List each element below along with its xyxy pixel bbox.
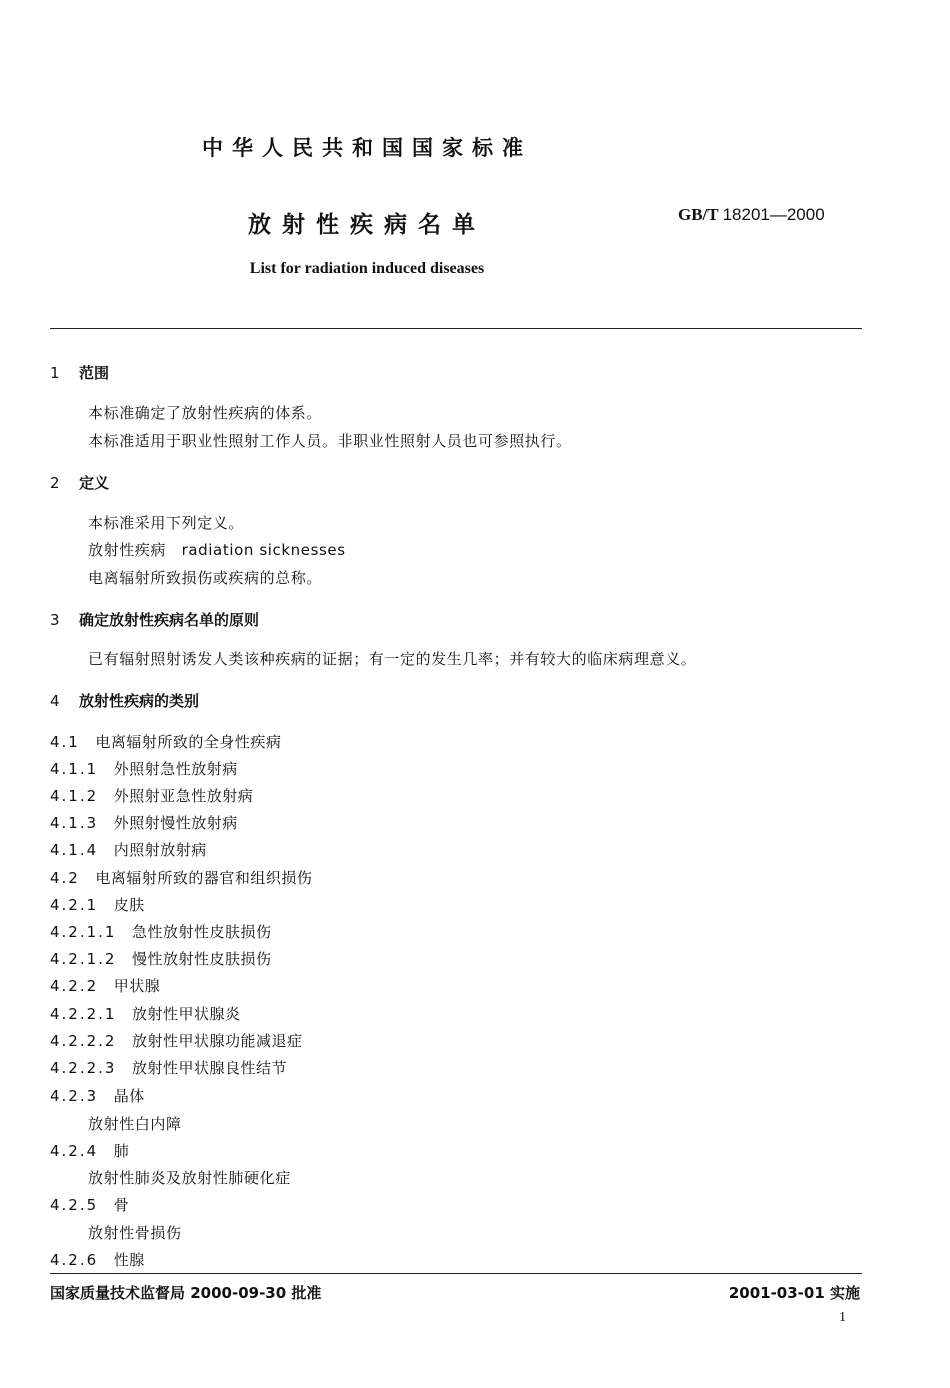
- list-item: [50, 921, 272, 942]
- section-title: 确定放射性疾病名单的原则: [79, 611, 260, 629]
- section-number: 2: [50, 474, 60, 492]
- item-text: 甲状腺: [113, 977, 161, 995]
- standard-code: [678, 205, 825, 225]
- list-item: [50, 758, 238, 779]
- item-number: 4.2.2.1: [50, 1005, 117, 1023]
- approval-date: 国家质量技术监督局 2000-09-30 批准: [50, 1284, 322, 1302]
- page-title: 放射性疾病名单: [248, 212, 486, 238]
- item-text: 外照射慢性放射病: [113, 814, 238, 832]
- item-text: 骨: [113, 1196, 130, 1214]
- paragraph: 已有辐射照射诱发人类该种疾病的证据；有一定的发生几率；并有较大的临床病理意义。: [88, 650, 697, 668]
- item-number: 4.1: [50, 733, 80, 751]
- item-number: 4.2.2: [50, 977, 99, 995]
- list-item: [50, 867, 312, 888]
- item-text: 电离辐射所致的全身性疾病: [95, 733, 282, 751]
- header-divider: [50, 328, 862, 329]
- item-number: 4.1.2: [50, 787, 99, 805]
- list-item: [50, 1030, 303, 1051]
- section-number: 4: [50, 692, 60, 710]
- item-text: 电离辐射所致的器官和组织损伤: [95, 869, 313, 887]
- item-number: 4.2.2.3: [50, 1059, 117, 1077]
- item-number: 4.2.4: [50, 1142, 99, 1160]
- footer-divider: [50, 1273, 862, 1274]
- item-number: 4.2.6: [50, 1251, 99, 1269]
- item-number: 4.2.5: [50, 1196, 99, 1214]
- standard-code-number: 18201—2000: [722, 205, 825, 224]
- item-text: 急性放射性皮肤损伤: [132, 923, 272, 941]
- paragraph: 电离辐射所致损伤或疾病的总称。: [88, 569, 323, 587]
- item-text: 放射性甲状腺功能减退症: [132, 1032, 303, 1050]
- standard-org-heading: 中华人民共和国国家标准: [202, 136, 532, 160]
- list-item: [50, 1057, 287, 1078]
- section-heading: [50, 472, 109, 493]
- item-text: 性腺: [113, 1251, 145, 1269]
- section-number: 1: [50, 364, 60, 382]
- paragraph: 放射性疾病 radiation sicknesses: [88, 541, 346, 559]
- list-item-description: 放射性肺炎及放射性肺硬化症: [88, 1169, 291, 1187]
- item-number: 4.1.4: [50, 841, 99, 859]
- list-item: [50, 894, 145, 915]
- section-title: 放射性疾病的类别: [79, 692, 200, 710]
- item-text: 肺: [113, 1142, 130, 1160]
- list-item: [50, 975, 160, 996]
- item-text: 晶体: [113, 1087, 145, 1105]
- implementation-date: 2001-03-01 实施: [728, 1284, 860, 1302]
- item-number: 4.2.1: [50, 896, 99, 914]
- section-heading: [50, 690, 199, 711]
- item-number: 4.2: [50, 869, 80, 887]
- list-item: [50, 1194, 129, 1215]
- english-subtitle: List for radiation induced diseases: [249, 260, 485, 277]
- item-number: 4.2.3: [50, 1087, 99, 1105]
- item-number: 4.1.3: [50, 814, 99, 832]
- item-number: 4.2.2.2: [50, 1032, 117, 1050]
- list-item: [50, 1003, 241, 1024]
- item-text: 慢性放射性皮肤损伤: [132, 950, 272, 968]
- item-number: 4.1.1: [50, 760, 99, 778]
- section-heading: [50, 609, 259, 630]
- item-text: 皮肤: [113, 896, 145, 914]
- list-item: [50, 1085, 145, 1106]
- list-item: [50, 785, 253, 806]
- list-item: [50, 839, 207, 860]
- item-text: 内照射放射病: [113, 841, 207, 859]
- section-title: 定义: [79, 474, 110, 492]
- list-item-description: 放射性骨损伤: [88, 1224, 182, 1242]
- paragraph: 本标准适用于职业性照射工作人员。非职业性照射人员也可参照执行。: [88, 432, 572, 450]
- section-heading: [50, 362, 109, 383]
- section-title: 范围: [79, 364, 110, 382]
- paragraph: 本标准采用下列定义。: [88, 514, 245, 532]
- list-item: [50, 1140, 129, 1161]
- list-item: [50, 948, 272, 969]
- item-text: 外照射急性放射病: [113, 760, 238, 778]
- list-item: [50, 812, 238, 833]
- page-number: 1: [839, 1310, 846, 1325]
- item-text: 外照射亚急性放射病: [113, 787, 254, 805]
- item-number: 4.2.1.1: [50, 923, 117, 941]
- standard-code-prefix: GB/T: [678, 205, 719, 224]
- list-item: [50, 1249, 145, 1270]
- list-item: [50, 731, 281, 752]
- paragraph: 本标准确定了放射性疾病的体系。: [88, 404, 323, 422]
- item-text: 放射性甲状腺炎: [132, 1005, 241, 1023]
- list-item-description: 放射性白内障: [88, 1115, 182, 1133]
- section-number: 3: [50, 611, 60, 629]
- item-number: 4.2.1.2: [50, 950, 117, 968]
- item-text: 放射性甲状腺良性结节: [132, 1059, 288, 1077]
